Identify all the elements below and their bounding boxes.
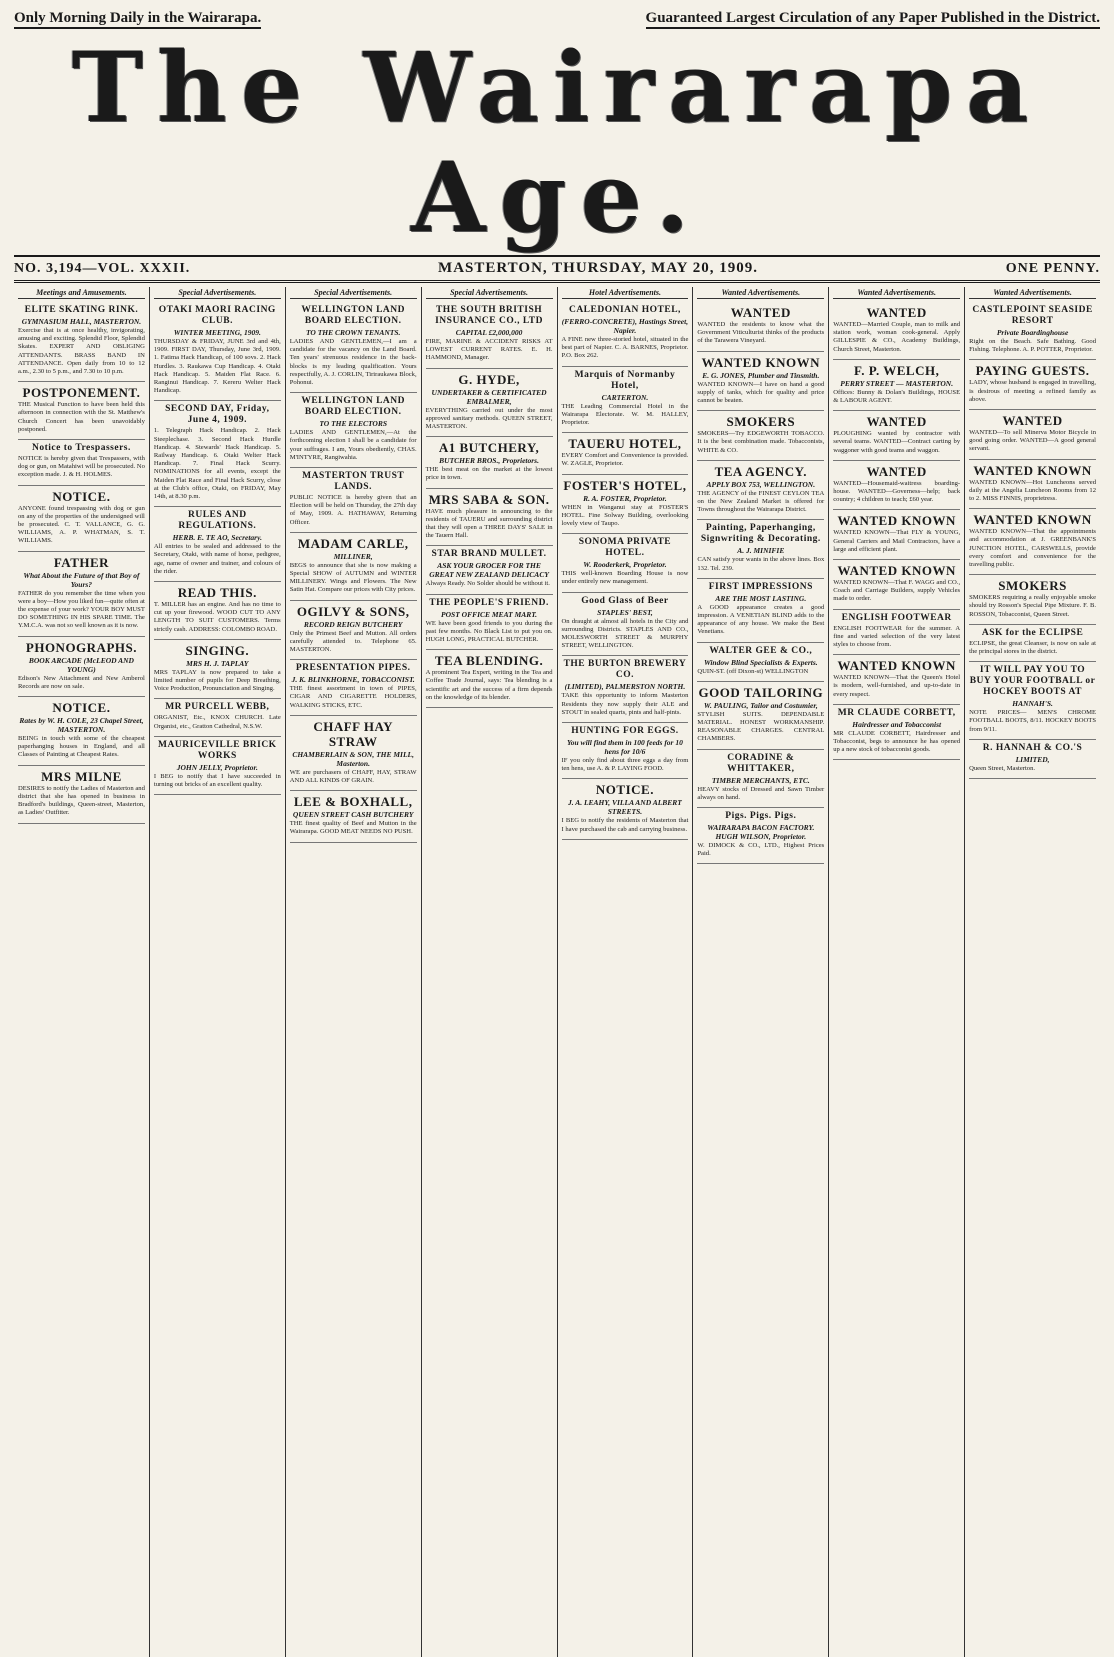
advertisement	[290, 660, 417, 716]
advertisement	[426, 302, 553, 369]
top-left-slogan: Only Morning Daily in the Wairarapa.	[14, 10, 261, 29]
ad-body: ANYONE found trespassing with dog or gun on any of the properties of the undersigned will be prosecuted. C. T. VALLANCE, G. G. WILLIAMS, A. P. WHATMAN, S. T. WILLIAMS.	[18, 504, 145, 545]
ad-title: ENGLISH FOOTWEAR	[841, 612, 952, 623]
ad-title: OTAKI MAORI RACING CLUB.	[158, 305, 276, 326]
ad-title: R. HANNAH & CO.'S	[982, 742, 1083, 753]
ad-body: WANTED KNOWN—That FLY & YOUNG, General Carriers and Mail Contractors, have a large and efficient plant.	[833, 529, 961, 553]
ad-body: WANTED—Married Couple, man to milk and station work, woman cook-general. Apply GILLESPIE & CO., Academy Buildings, Church Street, Masterton.	[833, 321, 961, 353]
column-5	[558, 287, 694, 1657]
advertisement	[562, 475, 689, 535]
advertisement	[562, 433, 689, 474]
advertisement	[697, 461, 824, 521]
ad-title: SMOKERS	[998, 578, 1067, 594]
ad-title: POSTPONEMENT.	[22, 385, 141, 401]
ad-body: SMOKERS—Try EDGEWORTH TOBACCO. It is the best combination made. Tobacconists, WHITE & CO.	[697, 430, 825, 454]
ad-title: WANTED KNOWN	[837, 513, 956, 529]
ad-body: LADIES AND GENTLEMEN,—At the forthcoming election I shall be a candidate for your suffrages. I am, Yours obediently, CHAS. M'INTYRE, Rangiwahia.	[289, 429, 417, 461]
advertisement	[833, 461, 960, 511]
ad-body: Always Ready. No Solder should be without it.	[425, 580, 550, 588]
advertisement	[426, 489, 553, 547]
ad-body: FATHER do you remember the time when you were a boy—How you liked fun—quite often at the expense of your work? YOUR BOY MUST DO SOMETHING IN HIS SPARE TIME. The Y.M.C.A. was not so well known as it is now.	[18, 589, 145, 630]
advertisement	[154, 737, 281, 795]
ad-body: PLOUGHING wanted by contractor with several teams. WANTED—Contract carting by waggoner with good teams and waggon.	[833, 430, 961, 454]
ad-title: Notice to Trespassers.	[32, 443, 131, 454]
ad-body: IF you only find about three eggs a day from ten hens, use A. & P. LAYING FOOD.	[561, 757, 689, 773]
advertisement	[18, 766, 145, 824]
masthead-title: The Wairarapa Age.	[71, 31, 1043, 254]
ad-body: WE are purchasers of CHAFF, HAY, STRAW AND ALL KINDS OF GRAIN.	[289, 768, 417, 785]
advertisement	[562, 656, 689, 723]
ad-subtitle: R. A. FOSTER, Proprietor.	[583, 493, 667, 503]
ad-body: A GOOD appearance creates a good impression. A VENETIAN BLIND adds to the appearance of any house. We make the Best Venetians.	[697, 603, 825, 636]
ad-title: MRS SABA & SON.	[428, 491, 550, 507]
ad-title: THE BURTON BREWERY CO.	[563, 659, 687, 681]
ad-subtitle: Rates by W. H. COLE, 23 Chapel Street, MASTERTON.	[19, 716, 144, 735]
date-line: MASTERTON, THURSDAY, MAY 20, 1909.	[438, 260, 758, 276]
ad-title: Pigs. Pigs. Pigs.	[725, 811, 797, 822]
ad-title: MASTERTON TRUST LANDS.	[302, 471, 405, 493]
ad-subtitle: W. Rooderkerk, Proprietor.	[583, 560, 667, 570]
advertisement	[426, 650, 553, 708]
ad-subtitle: ASK YOUR GROCER FOR THE GREAT NEW ZEALAND DELICACY	[429, 561, 549, 580]
ad-subtitle: TO THE ELECTORS	[319, 419, 388, 429]
ad-title: WELLINGTON LAND BOARD ELECTION.	[301, 396, 406, 418]
column-8	[965, 287, 1100, 1657]
ad-subtitle: WINTER MEETING, 1909.	[173, 328, 261, 337]
ad-subtitle: RECORD REIGN BUTCHERY	[303, 619, 403, 629]
ad-subtitle: CHAMBERLAIN & SON, THE MILL, Masterton.	[292, 749, 415, 768]
advertisement	[969, 740, 1096, 779]
ad-title: WANTED KNOWN	[837, 658, 956, 674]
ad-title: WALTER GEE & CO.,	[709, 645, 813, 656]
ad-body: BEGS to announce that she is now making a Special SHOW of AUTUMN and WINTER MILLINERY. Wings and Flowers. The New Satin Hat. Compare our prices with City prices.	[289, 561, 417, 594]
ad-body: ENGLISH FOOTWEAR for the summer. A fine and varied selection of the very latest styles to choose from.	[833, 624, 961, 649]
column-header: Wanted Advertisements.	[697, 287, 824, 299]
ad-body: SMOKERS requiring a really enjoyable smoke should try Rosson's Special Pipe Mixture. F. B. ROSSON, Tobacconist, Queen Street.	[969, 594, 1096, 618]
ad-subtitle: STAPLES' BEST,	[597, 607, 653, 617]
advertisement	[969, 360, 1096, 410]
advertisement	[969, 460, 1096, 510]
ad-subtitle: HANNAH'S.	[1012, 699, 1053, 709]
ad-title: WANTED	[866, 305, 927, 320]
ad-subtitle: J. K. BLINKHORNE, TOBACCONIST.	[291, 675, 415, 685]
advertisement	[562, 723, 689, 779]
advertisement	[562, 302, 689, 367]
column-header: Meetings and Amusements.	[18, 287, 145, 299]
ad-title: PHONOGRAPHS.	[25, 639, 137, 655]
ad-title: ELITE SKATING RINK.	[24, 305, 139, 315]
advertisement	[697, 643, 824, 682]
ad-subtitle: CAPITAL £2,000,000	[455, 328, 523, 337]
ad-subtitle: HERB. E. TE AO, Secretary.	[172, 533, 263, 543]
advertisement	[154, 640, 281, 700]
ad-title: IT WILL PAY YOU TO BUY YOUR FOOTBALL or HOCKEY BOOTS AT	[969, 665, 1096, 698]
advertisement	[833, 510, 960, 560]
ad-body: ECLIPSE, the great Cleanser, is now on sale at the principal stores in the district.	[969, 639, 1096, 656]
advertisement	[18, 486, 145, 552]
advertisement	[154, 401, 281, 507]
ad-title: NOTICE.	[52, 488, 111, 504]
ad-body: WANTED KNOWN—Hot Luncheons served daily at the Angelia Luncheon Rooms from 12 to 2. MISS FINNIS, proprietress.	[969, 478, 1096, 503]
ad-title: MADAM CARLE,	[297, 535, 409, 551]
ad-subtitle: ARE THE MOST LASTING.	[715, 593, 807, 603]
advertisement	[290, 533, 417, 601]
advertisement	[290, 393, 417, 468]
advertisement	[562, 367, 689, 434]
ad-subtitle: UNDERTAKER & CERTIFICATED EMBALMER,	[431, 387, 547, 406]
ad-subtitle: POST OFFICE MEAT MART.	[441, 609, 538, 619]
ad-body: Queen Street, Masterton.	[969, 764, 1036, 772]
ad-subtitle: QUEEN STREET CASH BUTCHERY	[292, 810, 414, 820]
advertisement	[969, 662, 1096, 740]
ad-body: All entries to be sealed and addressed to the Secretary, Otaki, with name of horse, pedigree, age, name of owner and trainer, and colours of the rider.	[153, 543, 281, 575]
ad-subtitle: MILLINER,	[333, 551, 373, 561]
advertisement	[697, 682, 824, 750]
ad-body: THE finest quality of Beef and Mutton in the Wairarapa. GOOD MEAT NEEDS NO PUSH.	[289, 820, 417, 836]
ad-body: THIS well-known Boarding House is now under entirely new management.	[561, 570, 689, 586]
ad-title: CALEDONIAN HOTEL,	[568, 305, 681, 315]
column-4	[422, 287, 558, 1657]
ad-body: W. DIMOCK & CO., LTD., Highest Prices Paid.	[697, 842, 825, 858]
ad-subtitle: You will find them in 100 feeds for 10 hens for 10/6	[567, 738, 683, 757]
ad-body: Exercise that is at once healthy, invigorating, amusing and exciting. Splendid Floor, Splendid Skates. EXPERT AND OBLIGING ATTENDANTS. BRASS BAND IN ATTENDANCE. Open daily from 10 to 12 a.m., 2.30 to 5 p.m., and 7.30 to 10 p.m.	[18, 327, 145, 376]
ad-title: MRS MILNE	[41, 768, 122, 784]
ad-title: THE PEOPLE'S FRIEND.	[429, 597, 549, 608]
column-3	[286, 287, 422, 1657]
ad-body: Edison's New Attachment and New Amberol Records are now on sale.	[18, 674, 145, 690]
ad-title: SONOMA PRIVATE HOTEL.	[578, 537, 672, 559]
ad-title: WANTED	[730, 305, 791, 320]
ad-body: WANTED—Housemaid-waitress boarding-house. WANTED—Governess—help; back country; 4 children to teach; £60 year.	[833, 479, 961, 504]
ad-subtitle: WAIRARAPA BACON FACTORY. HUGH WILSON, Proprietor.	[707, 823, 815, 842]
ad-title: WANTED	[866, 414, 927, 430]
advertisement	[426, 595, 553, 651]
ad-title: CHAFF HAY STRAW	[313, 718, 394, 749]
ad-subtitle: GYMNASIUM HALL, MASTERTON.	[21, 317, 142, 326]
advertisement	[18, 637, 145, 697]
ad-body: A FINE new three-storied hotel, situated in the best part of Napier. C. A. BARNES, Proprietor. P.O. Box 262.	[561, 336, 689, 360]
column-7	[829, 287, 965, 1657]
ad-title: LEE & BOXHALL,	[293, 794, 413, 810]
ad-title: TEA BLENDING.	[434, 653, 544, 669]
ad-title: WANTED KNOWN	[837, 563, 956, 579]
ad-body: THE Leading Commercial Hotel in the Wairarapa Electorate. W. M. HALLEY, Proprietor.	[561, 402, 689, 427]
price: ONE PENNY.	[1005, 261, 1100, 276]
advertisement	[833, 655, 960, 705]
ad-title: WANTED	[1002, 413, 1063, 429]
column-header: Special Advertisements.	[290, 287, 417, 299]
advertisement	[290, 468, 417, 533]
ad-subtitle: PERRY STREET — MASTERTON.	[840, 378, 954, 388]
ad-subtitle: E. G. JONES, Plumber and Tinsmith.	[702, 370, 820, 380]
ad-subtitle: Hairdresser and Tobacconist	[852, 719, 942, 729]
ad-body: I BEG to notify that I have succeeded in turning out bricks of an excellent quality.	[153, 772, 281, 789]
ad-subtitle: W. PAULING, Tailor and Costumier,	[703, 700, 818, 710]
ad-title: GOOD TAILORING	[698, 684, 824, 700]
ad-title: CASTLEPOINT SEASIDE RESORT	[972, 305, 1093, 326]
ad-title: SINGING.	[185, 642, 250, 658]
ad-title: A1 BUTCHERY,	[438, 440, 540, 456]
ad-subtitle: LIMITED,	[1015, 754, 1050, 764]
advertisement	[426, 546, 553, 594]
advertisement	[290, 791, 417, 842]
ad-subtitle: JOHN JELLY, Proprietor.	[176, 762, 258, 772]
ad-body: THE Musical Function to have been held this afternoon in connection with the St. Matthew's Church Concert has been unavoidably postponed.	[18, 401, 145, 433]
ad-body: LADIES AND GENTLEMEN,—I am a candidate for the vacancy on the Land Board. Ten years' strenuous residence in the back-blocks is my leading qualification. Yours respectfully, A. J. CORLIN, Tiriraukawa Block, Pohonui.	[289, 338, 417, 387]
ad-body: WHEN in Wanganui stay at FOSTER'S HOTEL. Fine Solway Building, overlooking lovely view of Taupo.	[561, 503, 689, 528]
ad-body: Right on the Beach. Safe Bathing. Good Fishing. Telephone. A. P. POTTER, Proprietor.	[969, 338, 1096, 354]
ad-title: FATHER	[53, 554, 110, 570]
advertisement	[426, 369, 553, 438]
column-header: Special Advertisements.	[426, 287, 553, 299]
ad-body: THE best meat on the market at the lowest price in town.	[425, 466, 553, 482]
ad-title: TEA AGENCY.	[714, 463, 808, 479]
ad-body: EVERY Comfort and Convenience is provided. W. ZAGLE, Proprietor.	[561, 452, 689, 468]
ad-subtitle: TO THE CROWN TENANTS.	[305, 328, 401, 337]
ad-title: TAUERU HOTEL,	[568, 436, 682, 452]
top-right-slogan: Guaranteed Largest Circulation of any Paper Published in the District.	[646, 10, 1100, 29]
ad-title: Marquis of Normanby Hotel,	[574, 369, 676, 391]
ad-body: STYLISH SUITS. DEPENDABLE MATERIAL. HONEST WORKMANSHIP. REASONABLE CHARGES. CENTRAL CHAMBERS.	[697, 710, 825, 743]
advertisement	[290, 716, 417, 791]
columns	[14, 287, 1100, 1657]
advertisement	[426, 437, 553, 488]
ad-body: CAN satisfy your wants in the above lines. Box 132. Tel. 239.	[697, 556, 825, 572]
ad-body: PUBLIC NOTICE is hereby given that an Election will be held on Thursday, the 27th day of May, 1909. A. HATHAWAY, Returning Officer.	[289, 494, 417, 526]
ad-title: ASK for the ECLIPSE	[981, 627, 1084, 638]
ad-title: Good Glass of Beer	[581, 595, 669, 606]
ad-body: WANTED—To sell Minerva Motor Bicycle in good going order. WANTED—A good general servant.	[969, 429, 1096, 453]
ad-title: WANTED KNOWN	[973, 512, 1092, 528]
advertisement	[562, 779, 689, 839]
advertisement	[562, 534, 689, 592]
advertisement	[697, 750, 824, 808]
advertisement	[833, 360, 960, 411]
column-header: Special Advertisements.	[154, 287, 281, 299]
column-header: Wanted Advertisements.	[833, 287, 960, 299]
ad-title: PAYING GUESTS.	[975, 363, 1090, 379]
ad-title: SMOKERS	[726, 414, 796, 430]
ad-subtitle: Window Blind Specialists & Experts.	[703, 657, 818, 667]
advertisement	[18, 302, 145, 382]
advertisement	[18, 382, 145, 440]
ad-title: NOTICE.	[595, 782, 654, 798]
ad-title: MR CLAUDE CORBETT,	[837, 707, 956, 718]
ad-subtitle: A. J. MINIFIE	[737, 546, 785, 556]
advertisement	[833, 560, 960, 610]
advertisement	[562, 593, 689, 657]
ad-body: BEING in touch with some of the cheapest paperhanging houses in England, and all Classes of Painting at Cheapest Rates.	[18, 735, 145, 759]
ad-title: FOSTER'S HOTEL,	[563, 477, 687, 493]
advertisement	[18, 440, 145, 486]
ad-body: WANTED KNOWN—That the appointments and accommodation at J. GREENBANK'S JUNCTION HOTEL, CARSWELLS, provide every comfort and convenience for the travelling public.	[969, 528, 1096, 569]
advertisement	[969, 625, 1096, 662]
ad-body: HEAVY stocks of Dressed and Sawn Timber always on hand.	[697, 785, 825, 801]
ad-subtitle: CARTERTON.	[601, 392, 649, 402]
advertisement	[697, 302, 824, 352]
ad-subtitle: BUTCHER BROS., Proprietors.	[439, 456, 539, 466]
ad-body: Only the Primest Beef and Mutton. All orders carefully attended to. Telephone 65. MASTERTON.	[289, 629, 417, 654]
ad-body: MRS TAPLAY is now prepared to take a limited number of pupils for Deep Breathing, Voice Production, Pronunciation and Singing.	[153, 668, 281, 693]
advertisement	[969, 302, 1096, 360]
ad-body: I BEG to notify the residents of Masterton that I have purchased the cab and carrying business.	[561, 817, 689, 833]
advertisement	[969, 509, 1096, 575]
advertisement	[833, 610, 960, 656]
ad-body: Offices: Bunny & Dolan's Buildings, HOUSE & LABOUR AGENT.	[833, 388, 961, 405]
ad-subtitle: APPLY BOX 753, WELLINGTON.	[706, 479, 816, 489]
ad-body: TAKE this opportunity to inform Masterton Residents they now supply their ALE and STOUT in sealed quarts, pints and half-pints.	[561, 692, 689, 716]
ad-body: WANTED the residents to know what the Government Viticulturist thinks of the products of the Tarawera Vineyard.	[697, 321, 825, 345]
ad-title: READ THIS.	[177, 585, 257, 601]
ad-body: WE have been good friends to you during the past few months. No Black List to put you on. HUGH LONG, PRACTICAL BUTCHER.	[425, 619, 553, 644]
ad-title: STAR BRAND MULLET.	[431, 549, 547, 560]
ad-body: EVERYTHING carried out under the most approved sanitary methods. QUEEN STREET, MASTERTON.	[425, 406, 553, 431]
ad-title: THE SOUTH BRITISH INSURANCE CO., LTD	[435, 305, 544, 326]
ad-title: PRESENTATION PIPES.	[295, 663, 411, 674]
advertisement	[697, 808, 824, 864]
ad-title: OGILVY & SONS,	[296, 603, 410, 619]
advertisement	[969, 575, 1096, 625]
ad-subtitle: J. A. LEAHY, VILLA AND ALBERT STREETS.	[567, 798, 682, 817]
advertisement	[154, 699, 281, 736]
ad-title: HUNTING FOR EGGS.	[571, 726, 679, 737]
ad-subtitle: BOOK ARCADE (McLEOD AND YOUNG)	[28, 655, 134, 674]
ad-title: CORADINE & WHITTAKER,	[727, 752, 795, 774]
ad-title: MAURICEVILLE BRICK WORKS	[158, 739, 277, 761]
advertisement	[697, 520, 824, 578]
ad-body: A prominent Tea Expert, writing in the Tea and Coffee Trade Journal, says: Tea blending is a scientific art and the success of a firm depends on the knowledge of its blender.	[425, 669, 553, 701]
advertisement	[290, 601, 417, 661]
ad-subtitle: TIMBER MERCHANTS, ETC.	[711, 775, 810, 785]
advertisement	[833, 411, 960, 461]
column-header: Wanted Advertisements.	[969, 287, 1096, 299]
ad-body: ORGANIST, Etc., KNOX CHURCH. Late Organist, etc., Gratton Cathedral, N.S.W.	[153, 714, 281, 730]
ad-body: NOTE PRICES— MEN'S CHROME FOOTBALL BOOTS, 8/11. HOCKEY BOOTS from 9/11.	[969, 709, 1096, 733]
column-header: Hotel Advertisements.	[562, 287, 689, 299]
ad-title: WANTED KNOWN	[701, 354, 820, 370]
ad-body: NOTICE is hereby given that Trespassers, with dog or gun, on Matahiwi will be prosecuted. No exception made. J. & H. HOLMES.	[18, 455, 145, 479]
ad-body: MR CLAUDE CORBETT, Hairdresser and Tobacconist, begs to announce he has opened up a new stock of tobacconist goods.	[833, 729, 961, 754]
ad-title: MR PURCELL WEBB,	[165, 702, 270, 713]
advertisement	[697, 579, 824, 643]
ad-title: RULES AND REGULATIONS.	[178, 510, 257, 532]
ad-body: WANTED KNOWN—That F. WAGG and CO., Coach and Carriage Builders, supply Vehicles made to order.	[833, 579, 961, 603]
ad-title: SECOND DAY, Friday, June 4, 1909.	[165, 404, 270, 426]
ad-body: WANTED KNOWN—I have on hand a good supply of tanks, which for quality and price cannot be beaten.	[697, 380, 825, 405]
column-2	[150, 287, 286, 1657]
ad-title: WANTED KNOWN	[973, 462, 1092, 478]
ad-body: THURSDAY & FRIDAY, JUNE 3rd and 4th, 1909. FIRST DAY, Thursday, June 3rd, 1909. 1. Fatima Hack Handicap, of 100 sovs. 2. Hack Hurdles. 3. Raukawa Cup Handicap. 4. Otaki Hack Handicap. 5. Maiden Flat Race. 6. Ranginui Handicap. 7. Kereru Welter Hack Handicap.	[153, 338, 281, 395]
advertisement	[18, 697, 145, 766]
ad-body: THE AGENCY of the FINEST CEYLON TEA on the New Zealand Market is offered for Towns throughout the Wairarapa District.	[697, 489, 825, 514]
ad-subtitle: MRS H. J. TAPLAY	[186, 658, 249, 668]
ad-title: NOTICE.	[52, 700, 111, 716]
ad-body: FIRE, MARINE & ACCIDENT RISKS AT LOWEST CURRENT RATES. E. H. HAMMOND, Manager.	[425, 338, 553, 362]
ad-title: WELLINGTON LAND BOARD ELECTION.	[301, 305, 406, 326]
ad-body: DESIRES to notify the Ladies of Masterton and district that she has opened in business in Bradford's buildings, Queen-street, Masterton, as Ladies' Outfitter.	[18, 784, 145, 817]
ad-title: WANTED	[866, 463, 927, 479]
advertisement	[154, 507, 281, 582]
column-1	[14, 287, 150, 1657]
ad-body: HAVE much pleasure in announcing to the residents of TAUERU and surrounding district that they will open a THREE DAYS' SALE in the Tauern Hall.	[425, 507, 553, 540]
ad-body: THE finest assortment in town of PIPES, CIGAR AND CIGARETTE HOLDERS, WALKING STICKS, ETC.	[289, 685, 417, 709]
advertisement	[154, 582, 281, 640]
advertisement	[833, 302, 960, 360]
ad-title: F. P. WELCH,	[854, 362, 940, 378]
ad-subtitle: Private Boardinghouse	[996, 328, 1069, 337]
ad-body: On draught at almost all hotels in the City and surrounding Districts. STAPLES AND CO., MOLESWORTH STREET & MURPHY STREET, WELLINGTON.	[561, 617, 689, 650]
advertisement	[697, 411, 824, 461]
ad-title: Painting, Paperhanging, Signwriting & Decorating.	[700, 523, 821, 545]
advertisement	[969, 410, 1096, 460]
ad-body: QUIN-ST. (off Dixon-st) WELLINGTON	[697, 667, 809, 675]
issue-number: NO. 3,194—VOL. XXXII.	[14, 261, 191, 276]
advertisement	[833, 705, 960, 761]
ad-title: G. HYDE,	[458, 371, 520, 387]
advertisement	[290, 302, 417, 393]
ad-body: LADY, whose husband is engaged in travelling, is desirous of meeting a refined family as above.	[969, 379, 1096, 403]
ad-subtitle: (LIMITED), PALMERSTON NORTH.	[564, 682, 686, 692]
advertisement	[154, 302, 281, 401]
ad-body: 1. Telegraph Hack Handicap. 2. Hack Steeplechase. 3. Second Hack Hurdle Handicap. 4. Stewards' Hack Handicap. 5. Railway Handicap. 6. Otaki Welter Hack Handicap. 7. Final Hack Scurry. NOMINATIONS for all events, except the Maiden Flat Race and Final Hack Scurry, close at the Club's office, Otaki, on FRIDAY, May 14th, at 8.30 p.m.	[153, 427, 281, 501]
ad-title: FIRST IMPRESSIONS	[708, 581, 813, 592]
advertisement	[18, 552, 145, 637]
ad-subtitle: (FERRO-CONCRETE), Hastings Street, Napier.	[561, 317, 689, 335]
column-6	[693, 287, 829, 1657]
ad-body: WANTED KNOWN—That the Queen's Hotel is modern, well-furnished, and up-to-date in every respect.	[833, 674, 961, 698]
ad-body: T. MILLER has an engine. And has no time to cut up your firewood. WOOD CUT TO ANY LENGTH TO SUIT CUSTOMERS. Terms strictly cash. ADDRESS: COLOMBO ROAD.	[153, 601, 281, 633]
advertisement	[697, 352, 824, 412]
dateline-bar	[14, 255, 1100, 283]
ad-subtitle: What About the Future of that Boy of Yours?	[23, 570, 140, 589]
top-line	[14, 10, 1100, 29]
